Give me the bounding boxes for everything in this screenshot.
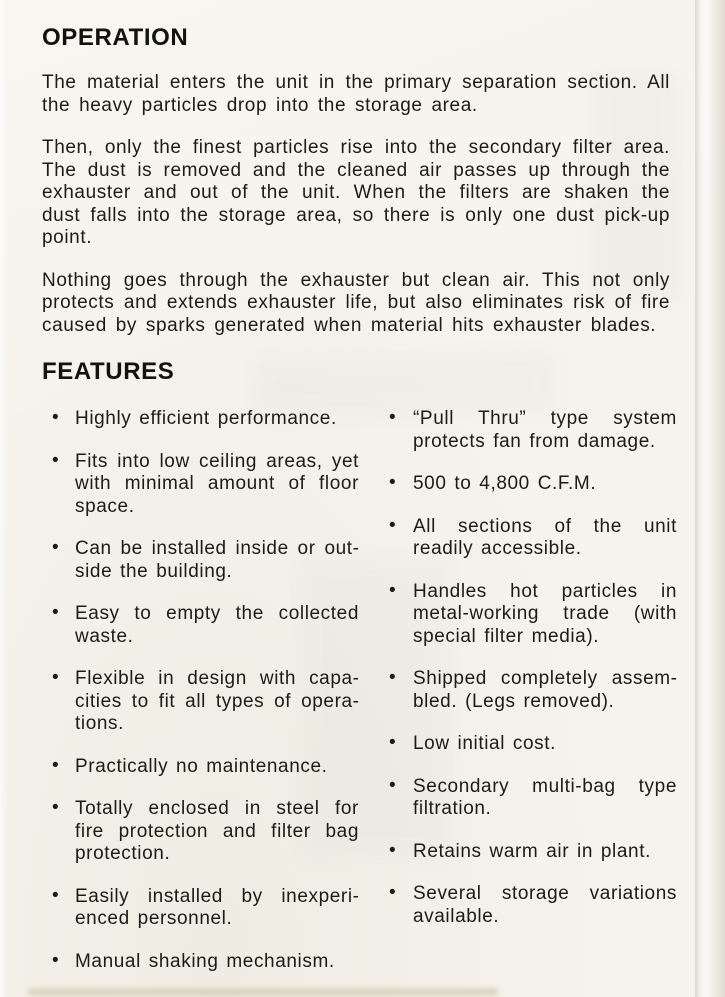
bullet-icon: • [389, 667, 396, 688]
feature-text: Low initial cost. [413, 733, 557, 754]
page-content [42, 24, 677, 993]
bullet-icon: • [52, 537, 59, 558]
feature-text: Flexible in design with capacities to fit all types of operations. [75, 668, 359, 734]
feature-text: Can be installed inside or outside the building. [75, 538, 359, 582]
feature-text: All sections of the unit readily accessible. [413, 515, 677, 559]
feature-text: Shipped completely assembled. (Legs removed). [413, 668, 677, 712]
scan-smudge [28, 988, 498, 996]
bullet-icon: • [52, 754, 59, 776]
feature-item [42, 408, 359, 431]
feature-item [42, 668, 359, 736]
features-heading: FEATURES [42, 358, 175, 385]
features-columns [42, 407, 677, 993]
bullet-icon: • [52, 667, 59, 688]
features-column-right [379, 408, 677, 948]
bullet-icon: • [389, 774, 396, 796]
feature-item [379, 776, 677, 821]
bullet-icon: • [52, 949, 59, 971]
bullet-icon: • [389, 839, 396, 861]
bullet-icon: • [52, 407, 59, 428]
feature-text: Retains warm air in plant. [413, 840, 651, 862]
operation-paragraph-3: Nothing goes through the exhauster but clean air. This not only protects and extends exhauster life, but also eliminates risk of fire caused by sparks generated when material hits exhauster blades. [42, 269, 670, 336]
feature-text: Several storage variations available. [413, 883, 677, 927]
bullet-icon: • [389, 579, 396, 601]
feature-item [379, 883, 677, 928]
feature-text: Fits into low ceiling areas, yet with minimal amount of floor space. [75, 450, 359, 517]
feature-item [42, 756, 359, 779]
feature-item [379, 473, 677, 496]
feature-item [42, 886, 359, 931]
feature-item [379, 668, 677, 713]
feature-text: Highly efficient performance. [75, 408, 337, 429]
feature-item [42, 451, 359, 519]
bullet-icon: • [52, 449, 59, 471]
feature-item [379, 516, 677, 561]
features-column-left [42, 408, 359, 993]
bullet-icon: • [389, 407, 396, 428]
feature-text: 500 to 4,800 C.F.M. [413, 473, 597, 494]
bullet-icon: • [389, 732, 396, 753]
bullet-icon: • [52, 884, 59, 906]
scan-edge-shadow [695, 0, 725, 997]
feature-text: Manual shaking mechanism. [75, 950, 335, 972]
operation-paragraph-1: The material enters the unit in the primary separation section. All the heavy particles drop into the storage area. [42, 72, 670, 116]
feature-item [42, 951, 359, 974]
feature-text: Totally enclosed in steel for fire protection and filter bag protection. [75, 798, 359, 864]
feature-item [42, 538, 359, 583]
feature-text: “Pull Thru” type system protects fan from damage. [413, 408, 677, 452]
feature-text: Secondary multi-bag type filtration. [413, 775, 677, 819]
feature-item [42, 603, 359, 648]
feature-item [379, 581, 677, 649]
feature-item [379, 733, 677, 756]
feature-text: Handles hot particles in metal-working trade (with special filter media). [413, 580, 677, 647]
feature-text: Easy to empty the collected waste. [75, 603, 359, 647]
feature-item [379, 841, 677, 864]
bullet-icon: • [52, 602, 59, 623]
operation-heading: OPERATION [42, 24, 189, 51]
feature-text: Practically no maintenance. [75, 755, 328, 777]
bullet-icon: • [389, 882, 396, 903]
bullet-icon: • [389, 472, 396, 493]
operation-paragraph-2: Then, only the finest particles rise into the secondary filter area. The dust is removed and the cleaned air passes up through the exhauster and out of the unit. When the filters are shaken the dust falls into the storage area, so there is only one dust pick-up point. [42, 137, 670, 248]
feature-item [42, 798, 359, 866]
bullet-icon: • [389, 514, 396, 536]
feature-text: Easily installed by inexperienced personnel. [75, 885, 359, 929]
feature-item [379, 408, 677, 453]
scan-edge-highlight [0, 0, 8, 997]
bullet-icon: • [52, 797, 59, 818]
